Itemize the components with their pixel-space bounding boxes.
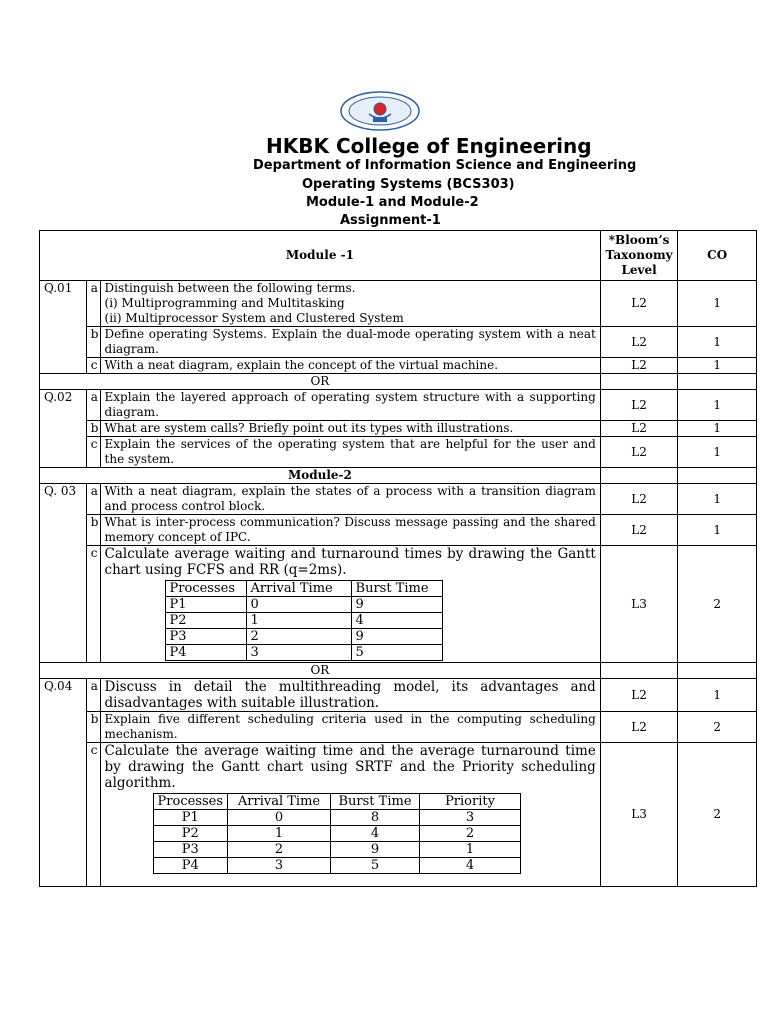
module1-heading: Module -1 <box>40 231 601 281</box>
co-value: 2 <box>678 546 757 663</box>
bloom-level: L2 <box>600 390 678 421</box>
question-text: What are system calls? Briefly point out its types with illustrations. <box>100 421 600 437</box>
module2-heading: Module-2 <box>40 468 601 484</box>
co-value: 1 <box>678 515 757 546</box>
co-heading: CO <box>678 231 757 281</box>
table-row <box>40 327 757 358</box>
bloom-level: L3 <box>600 546 678 663</box>
module2-row <box>40 468 757 484</box>
priority-table: Processes Arrival Time Burst Time Priority P1 0 8 3 P2 1 4 2 P3 2 9 1 P4 3 5 4 <box>153 793 521 874</box>
bloom-level: L2 <box>600 358 678 374</box>
co-value: 1 <box>678 390 757 421</box>
bloom-level: L2 <box>600 712 678 743</box>
department-title: Department of Information Science and Engineering <box>253 158 637 173</box>
co-value: 1 <box>678 358 757 374</box>
or-row <box>40 663 757 679</box>
question-text: With a neat diagram, explain the states of a process with a transition diagram and process control block. <box>100 484 600 515</box>
co-value: 1 <box>678 437 757 468</box>
bloom-level: L2 <box>600 515 678 546</box>
part-label: a <box>86 281 100 327</box>
question-text: Distinguish between the following terms. (i) Multiprogramming and Multitasking (ii) Multiprocessor System and Clustered System <box>100 281 600 327</box>
table-row <box>40 390 757 421</box>
co-value: 1 <box>678 484 757 515</box>
co-value: 2 <box>678 712 757 743</box>
table-row <box>40 679 757 712</box>
table-row <box>40 437 757 468</box>
table-row <box>40 712 757 743</box>
college-logo <box>339 90 421 132</box>
assignment-title: Assignment-1 <box>340 213 441 228</box>
part-label: b <box>86 712 100 743</box>
part-label: b <box>86 515 100 546</box>
or-row <box>40 374 757 390</box>
table-header-row <box>40 231 757 281</box>
part-label: c <box>86 358 100 374</box>
table-row <box>40 546 757 663</box>
subject-title: Operating Systems (BCS303) <box>302 177 515 192</box>
question-number: Q. 03 <box>40 484 87 663</box>
table-row <box>40 484 757 515</box>
bloom-heading: *Bloom’s Taxonomy Level <box>600 231 678 281</box>
question-text: Calculate average waiting and turnaround times by drawing the Gantt chart using FCFS and RR (q=2ms). Processes Arrival Time Burst Time P1 0 9 P2 1 4 P3 2 9 P4 3 5 <box>100 546 600 663</box>
table-row <box>40 515 757 546</box>
table-row <box>40 281 757 327</box>
question-text: With a neat diagram, explain the concept of the virtual machine. <box>100 358 600 374</box>
question-number: Q.02 <box>40 390 87 468</box>
assignment-table <box>39 230 757 887</box>
bloom-level: L2 <box>600 484 678 515</box>
part-label: c <box>86 743 100 887</box>
co-value: 1 <box>678 679 757 712</box>
part-label: a <box>86 484 100 515</box>
bloom-level: L3 <box>600 743 678 887</box>
part-label: a <box>86 390 100 421</box>
or-label: OR <box>40 663 601 679</box>
question-text: Explain the services of the operating system that are helpful for the user and the system. <box>100 437 600 468</box>
part-label: b <box>86 421 100 437</box>
process-table: Processes Arrival Time Burst Time P1 0 9 P2 1 4 P3 2 9 P4 3 5 <box>165 580 443 661</box>
table-row <box>40 358 757 374</box>
question-number: Q.01 <box>40 281 87 374</box>
bloom-level: L2 <box>600 327 678 358</box>
bloom-level: L2 <box>600 281 678 327</box>
question-number: Q.04 <box>40 679 87 887</box>
bloom-level: L2 <box>600 437 678 468</box>
table-row <box>40 743 757 887</box>
part-label: b <box>86 327 100 358</box>
question-text: Explain the layered approach of operating system structure with a supporting diagram. <box>100 390 600 421</box>
question-text: Calculate the average waiting time and the average turnaround time by drawing the Gantt chart using SRTF and the Priority scheduling algorithm. Processes Arrival Time Burst Time Priority P1 0 8 3 P2 1 4 2 P3 2 9 1 P4 3 5 4 <box>100 743 600 887</box>
college-title: HKBK College of Engineering <box>266 134 592 158</box>
question-text: Explain five different scheduling criteria used in the computing scheduling mechanism. <box>100 712 600 743</box>
bloom-level: L2 <box>600 679 678 712</box>
modules-title: Module-1 and Module-2 <box>306 195 479 210</box>
co-value: 1 <box>678 281 757 327</box>
question-text: What is inter-process communication? Discuss message passing and the shared memory concept of IPC. <box>100 515 600 546</box>
question-text: Define operating Systems. Explain the dual-mode operating system with a neat diagram. <box>100 327 600 358</box>
co-value: 1 <box>678 421 757 437</box>
bloom-level: L2 <box>600 421 678 437</box>
part-label: c <box>86 437 100 468</box>
table-row <box>40 421 757 437</box>
or-label: OR <box>40 374 601 390</box>
co-value: 1 <box>678 327 757 358</box>
co-value: 2 <box>678 743 757 887</box>
part-label: a <box>86 679 100 712</box>
part-label: c <box>86 546 100 663</box>
question-text: Discuss in detail the multithreading model, its advantages and disadvantages with suitable illustration. <box>100 679 600 712</box>
